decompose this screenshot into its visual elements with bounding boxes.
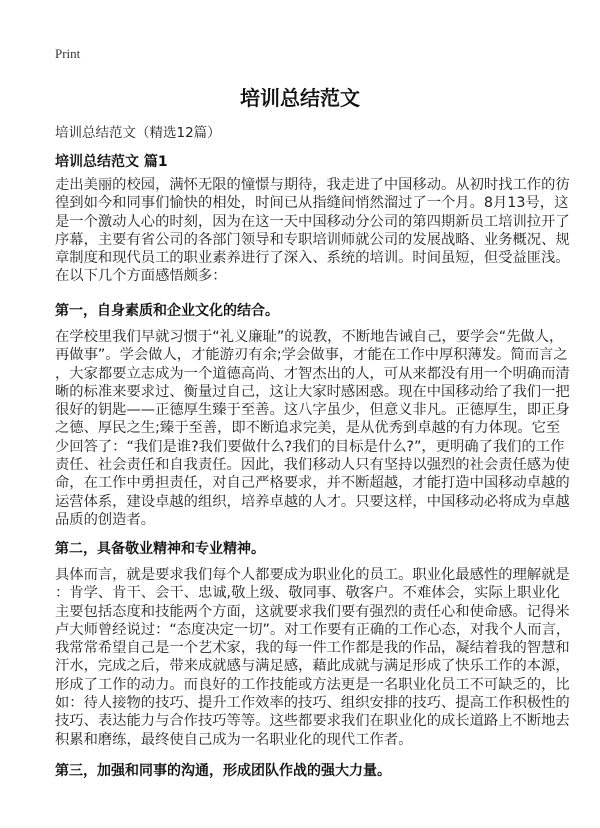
- paragraph-line: 少回答了：“我们是谁?我们要做什么?我们的目标是什么?”，更明确了我们的工作: [55, 438, 565, 455]
- paragraph-line: 走出美丽的校园，满怀无限的憧憬与期待，我走进了中国移动。从初时找工作的彷: [55, 177, 570, 193]
- paragraph-line: ，大家都要立志成为一个道德高尚、才智杰出的人，可从来都没有用一个明确而清: [55, 365, 570, 382]
- paragraph-line: 运营体系，建设卓越的组织，培养卓越的人才。只要这样，中国移动必将成为卓越: [55, 493, 570, 510]
- heading-3: 第三，加强和同事的沟通，形成团队作战的强大力量。: [55, 763, 391, 779]
- paragraph-line: 再做事”。学会做人，才能游刃有余;学会做事，才能在工作中厚积薄发。简而言之: [55, 347, 568, 364]
- section-title: 培训总结范文 篇1: [55, 154, 168, 170]
- paragraph-1: [55, 176, 570, 286]
- paragraph-line: 责任、社会责任和自我责任。因此，我们移动人只有坚持以强烈的社会责任感为使: [55, 457, 570, 474]
- paragraph-line: 之德、厚民之生;臻于至善，即不断追求完美，是从优秀到卓越的有力体现。它至: [55, 420, 561, 437]
- paragraph-line: 形成了工作的动力。而良好的工作技能或方法更是一名职业化员工不可缺乏的，比: [55, 676, 570, 693]
- paragraph-3: [55, 566, 571, 749]
- paragraph-line: 品质的创造者。: [55, 511, 156, 528]
- paragraph-line: ：肯学、肯干、会干、忠诚,敬上级、敬同事、敬客户。不难体会，实际上职业化: [55, 585, 560, 602]
- subtitle: 培训总结范文（精选12篇）: [55, 125, 221, 141]
- paragraph-line: 在学校里我们早就习惯于“礼义廉耻”的说教，不断地告诫自己，要学会“先做人，: [55, 329, 564, 345]
- paragraph-line: 具体而言，就是要求我们每个人都要成为职业化的员工。职业化最感性的理解就是: [55, 567, 570, 583]
- paragraph-line: 章制度和现代员工的职业素养进行了深入、系统的培训。时间虽短，但受益匪浅。: [55, 250, 570, 267]
- paragraph-line: 积累和磨练，最终使自己成为一名职业化的现代工作者。: [55, 731, 413, 748]
- paragraph-line: 很好的钥匙——正德厚生臻于至善。这八字虽少，但意义非凡。正德厚生，即正身: [55, 402, 570, 419]
- paragraph-line: 如：待人接物的技巧、提升工作效率的技巧、组织安排的技巧、提高工作积极性的: [55, 695, 570, 712]
- paragraph-line: 汗水，完成之后，带来成就感与满足感，藉此成就与满足形成了快乐工作的本源，: [55, 658, 570, 675]
- print-link[interactable]: Print: [55, 46, 81, 61]
- heading-2: 第二，具备敬业精神和专业精神。: [55, 541, 265, 557]
- paragraph-line: 技巧、表达能力与合作技巧等等。这些都要求我们在职业化的成长道路上不断地去: [55, 713, 570, 730]
- paragraph-line: 卢大师曾经说过：“态度决定一切”。对工作要有正确的工作心态，对我个人而言，: [55, 621, 571, 638]
- paragraph-line: 主要包括态度和技能两个方面，这就要求我们要有强烈的责任心和使命感。记得米: [55, 603, 570, 620]
- page-title: 培训总结范文: [240, 86, 360, 110]
- paragraph-line: 晰的标准来要求过、衡量过自己，这让大家时感困惑。现在中国移动给了我们一把: [55, 383, 570, 400]
- paragraph-line: 命，在工作中勇担责任，对自己严格要求，并不断超越，才能打造中国移动卓越的: [55, 475, 570, 492]
- paragraph-line: 在以下几个方面感悟颇多：: [55, 268, 227, 285]
- paragraph-2: [55, 328, 570, 529]
- paragraph-line: 序幕，主要有省公司的各部门领导和专职培训师就公司的发展战略、业务概况、规: [55, 231, 570, 248]
- paragraph-line: 徨到如今和同事们愉快的相处，时间已从指缝间悄然溜过了一个月。8月13号，这: [55, 195, 569, 212]
- heading-1: 第一，自身素质和企业文化的结合。: [55, 303, 279, 319]
- paragraph-line: 我常常希望自己是一个艺术家，我的每一件工作都是我的作品，凝结着我的智慧和: [55, 640, 570, 657]
- paragraph-line: 是一个激动人心的时刻，因为在这一天中国移动分公司的第四期新员工培训拉开了: [55, 213, 570, 230]
